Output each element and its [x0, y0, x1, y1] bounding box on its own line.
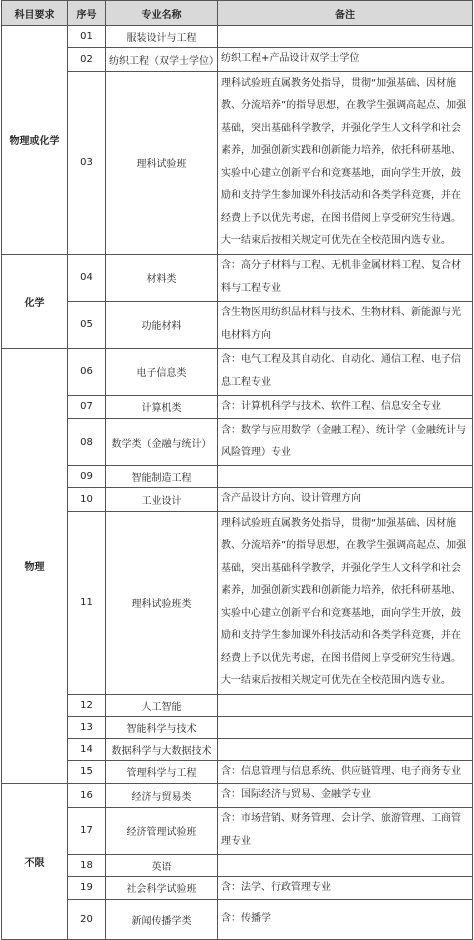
- major-name: 新闻传播学类: [106, 900, 218, 940]
- major-name: 工业设计: [106, 488, 218, 512]
- table-row: [2, 738, 473, 760]
- row-number: 17: [68, 807, 106, 854]
- header-requirement: 科目要求: [2, 1, 68, 26]
- major-note: 纺织工程+产品设计双学士学位: [218, 48, 473, 72]
- row-number: 02: [68, 48, 106, 72]
- subject-requirement-cell: 化学: [2, 254, 68, 348]
- table-header-row: [2, 1, 473, 26]
- subject-requirement-cell: 物理: [2, 348, 68, 784]
- major-name: 经济管理试验班: [106, 807, 218, 854]
- major-name: 数学类（金融与统计）: [106, 419, 218, 466]
- major-note: 含：信息管理与信息系统、供应链管理、电子商务专业: [218, 760, 473, 784]
- row-number: 13: [68, 716, 106, 738]
- table-row: [2, 26, 473, 48]
- row-number: 09: [68, 466, 106, 488]
- major-note: 含产品设计方向、设计管理方向: [218, 488, 473, 512]
- major-name: 数据科学与大数据技术: [106, 738, 218, 760]
- major-note: 含生物医用纺织品材料与技术、生物材料、新能源与光电材料方向: [218, 301, 473, 348]
- table-row: [2, 419, 473, 466]
- major-name: 服装设计与工程: [106, 26, 218, 48]
- major-note: 含：数学与应用数学（金融工程）、统计学（金融统计与风险管理）专业: [218, 419, 473, 466]
- row-number: 12: [68, 694, 106, 716]
- row-number: 07: [68, 395, 106, 419]
- table-row: [2, 716, 473, 738]
- table-row: [2, 301, 473, 348]
- row-number: 06: [68, 348, 106, 395]
- major-name: 社会科学试验班: [106, 876, 218, 900]
- major-note: 含：法学、行政管理专业: [218, 876, 473, 900]
- header-note: 备注: [218, 1, 473, 26]
- major-note: 含：高分子材料与工程、无机非金属材料工程、复合材料与工程专业: [218, 254, 473, 301]
- table-row: [2, 694, 473, 716]
- table-row: [2, 854, 473, 876]
- table-row: [2, 807, 473, 854]
- major-name: 管理科学与工程: [106, 760, 218, 784]
- major-note: 含：计算机科学与技术、软件工程、信息安全专业: [218, 395, 473, 419]
- major-name: 功能材料: [106, 301, 218, 348]
- major-name: 英语: [106, 854, 218, 876]
- header-major: 专业名称: [106, 1, 218, 26]
- table-row: [2, 876, 473, 900]
- row-number: 18: [68, 854, 106, 876]
- major-name: 人工智能: [106, 694, 218, 716]
- table-row: [2, 71, 473, 254]
- major-note: [218, 738, 473, 760]
- row-number: 15: [68, 760, 106, 784]
- major-note: [218, 854, 473, 876]
- row-number: 04: [68, 254, 106, 301]
- row-number: 01: [68, 26, 106, 48]
- header-number: 序号: [68, 1, 106, 26]
- major-note: 含：市场营销、财务管理、会计学、旅游管理、工商管理专业: [218, 807, 473, 854]
- row-number: 14: [68, 738, 106, 760]
- table-row: [2, 48, 473, 72]
- major-note: [218, 716, 473, 738]
- majors-table: [1, 0, 473, 940]
- major-name: 智能科学与技术: [106, 716, 218, 738]
- major-name: 理科试验班类: [106, 511, 218, 694]
- table-row: [2, 254, 473, 301]
- subject-requirement-cell: 不限: [2, 784, 68, 940]
- major-note: [218, 26, 473, 48]
- table-row: [2, 488, 473, 512]
- major-note: 理科试验班直属教务处指导，贯彻“加强基础、因材施教、分流培养”的指导思想，在教学生强调高起点、加强基础，突出基础科学教学，并强化学生人文科学和社会素养，加强创新实践和创新能力培养，依托科研基地、实验中心建立创新平台和竞赛基地，面向学生开放，鼓励和支持学生参加课外科技活动和各类学科竞赛，并在经费上予以优先考虑，在图书借阅上享受研究生待遇。大一结束后按相关规定可优先在全校范围内选专业。: [218, 511, 473, 694]
- row-number: 08: [68, 419, 106, 466]
- table-row: [2, 784, 473, 808]
- row-number: 19: [68, 876, 106, 900]
- row-number: 16: [68, 784, 106, 808]
- subject-requirement-cell: 物理或化学: [2, 26, 68, 255]
- row-number: 11: [68, 511, 106, 694]
- table-row: [2, 348, 473, 395]
- row-number: 20: [68, 900, 106, 940]
- table-row: [2, 900, 473, 940]
- major-note: 理科试验班直属教务处指导，贯彻“加强基础、因材施教、分流培养”的指导思想，在教学生强调高起点、加强基础，突出基础科学教学，并强化学生人文科学和社会素养，加强创新实践和创新能力培养，依托科研基地、实验中心建立创新平台和竞赛基地，面向学生开放，鼓励和支持学生参加课外科技活动和各类学科竞赛，并在经费上予以优先考虑，在图书借阅上享受研究生待遇。大一结束后按相关规定可优先在全校范围内选专业。: [218, 71, 473, 254]
- major-note: [218, 694, 473, 716]
- major-note: 含：电气工程及其自动化、自动化、通信工程、电子信息工程专业: [218, 348, 473, 395]
- major-note: 含：传播学: [218, 900, 473, 940]
- table-row: [2, 511, 473, 694]
- major-name: 智能制造工程: [106, 466, 218, 488]
- major-name: 计算机类: [106, 395, 218, 419]
- table-row: [2, 760, 473, 784]
- major-name: 理科试验班: [106, 71, 218, 254]
- table-row: [2, 466, 473, 488]
- major-name: 纺织工程（双学士学位）: [106, 48, 218, 72]
- table-row: [2, 395, 473, 419]
- major-name: 经济与贸易类: [106, 784, 218, 808]
- row-number: 10: [68, 488, 106, 512]
- major-note: 含：国际经济与贸易、金融学专业: [218, 784, 473, 808]
- row-number: 05: [68, 301, 106, 348]
- major-name: 电子信息类: [106, 348, 218, 395]
- major-name: 材料类: [106, 254, 218, 301]
- major-note: [218, 466, 473, 488]
- row-number: 03: [68, 71, 106, 254]
